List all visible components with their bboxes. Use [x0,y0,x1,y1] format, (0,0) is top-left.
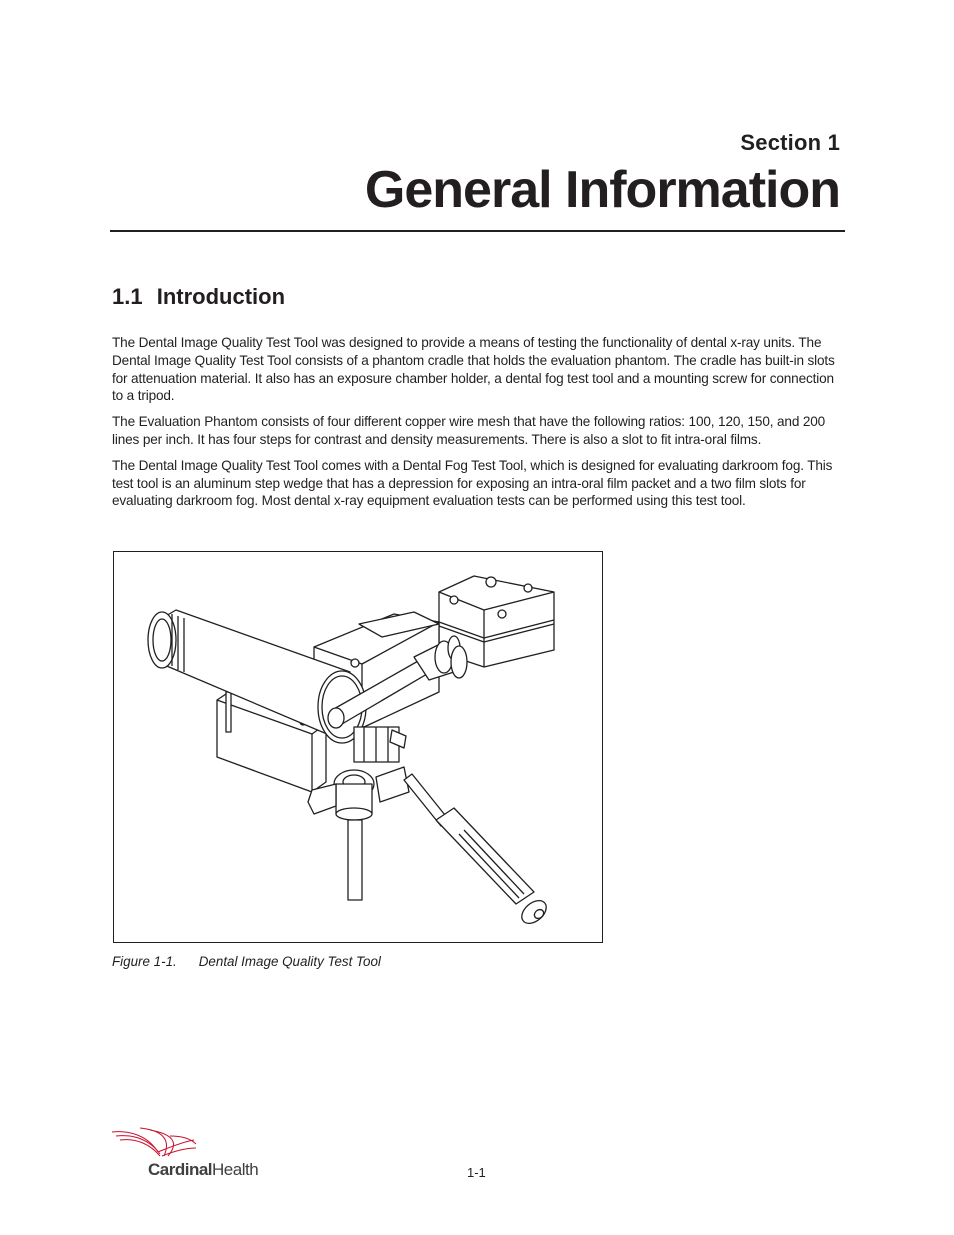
title-rule [110,230,845,232]
logo-wordmark [148,1160,258,1180]
logo-regular: Health [212,1160,259,1179]
figure-illustration [113,551,603,943]
paragraph: The Dental Image Quality Test Tool comes with a Dental Fog Test Tool, which is designed for evaluating darkroom fog. This test tool is an aluminum step wedge that has a depression for exposing an intra-oral film packet and a two film slots for evaluating darkroom fog. Most dental x-ray equipment evaluation tests can be performed using this test tool. [112,457,833,509]
paragraph: The Evaluation Phantom consists of four different copper wire mesh that have the following ratios: 100, 120, 150, and 200 lines per inch. It has four steps for contrast and density measurements. There is also a slot to fit intra-oral films. [112,414,826,447]
figure-caption-text: Dental Image Quality Test Tool [198,954,381,969]
paragraph: The Dental Image Quality Test Tool was designed to provide a means of testing the functionality of dental x-ray units. The Dental Image Quality Test Tool consists of a phantom cradle that holds the evaluation phantom. The cradle has built-in slots for attenuation material. It also has an exposure chamber holder, a dental fog test tool and a mounting screw for connection to a tripod. [112,335,835,404]
logo-bold: Cardinal [148,1160,213,1179]
figure-label: Figure 1-1. [112,954,177,969]
figure-caption [112,954,381,969]
subsection-title: Introduction [156,284,286,309]
chapter-title: General Information [364,161,840,219]
page-number: 1-1 [467,1165,486,1180]
test-tool-drawing [114,552,604,944]
subsection-heading [112,284,285,310]
section-label: Section 1 [740,130,840,155]
intro-body [112,334,842,518]
cardinal-health-logo [110,1126,270,1182]
subsection-number: 1.1 [112,284,143,309]
